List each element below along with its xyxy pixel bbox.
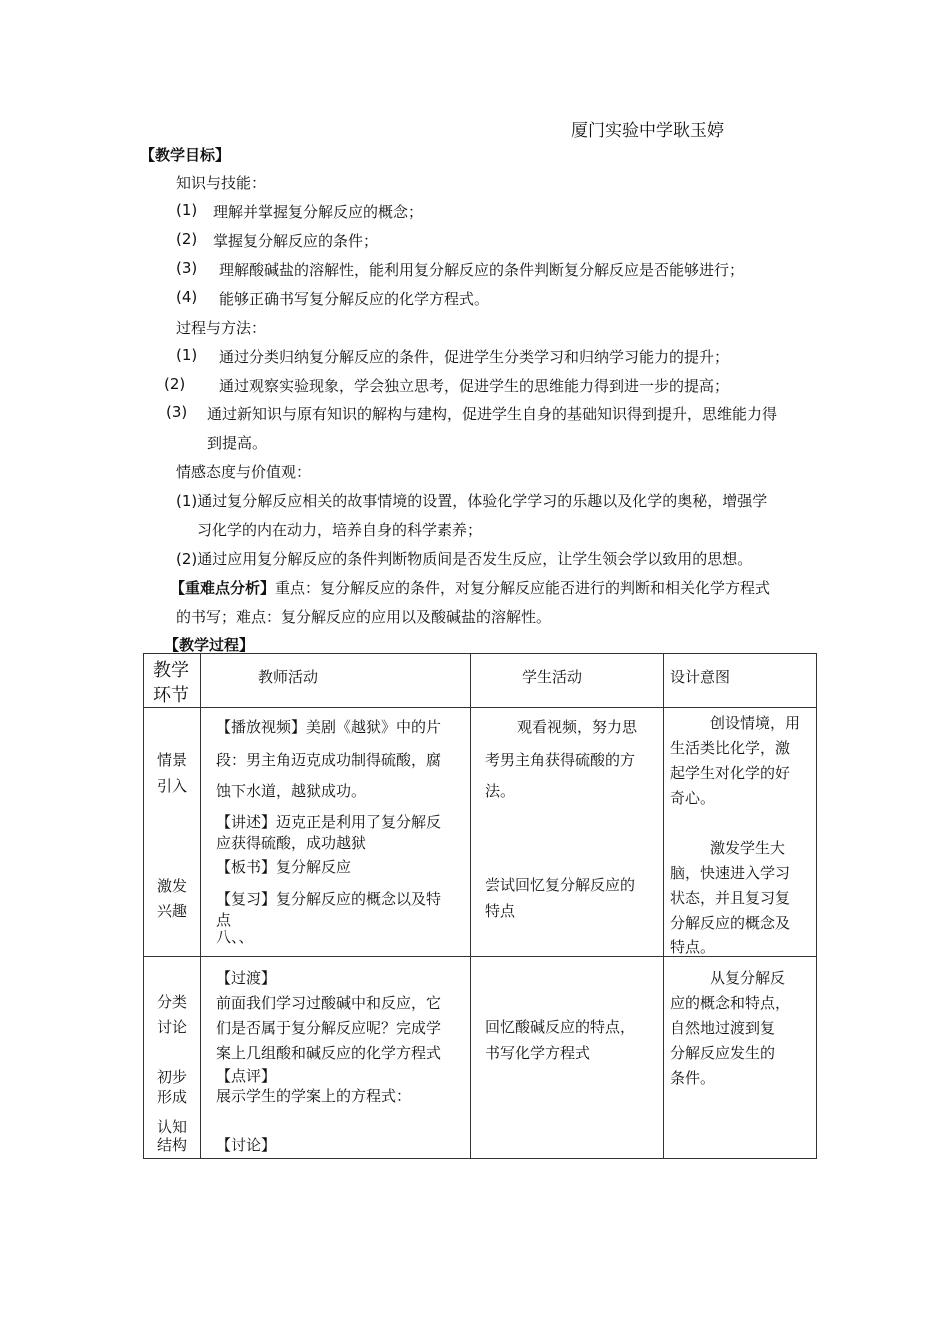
knowledge-item-num: (1) (176, 201, 198, 219)
key-points-line: 重点：复分解反应的条件，对复分解反应能否进行的判断和相关化学方程式 (275, 579, 771, 597)
table-header-row (144, 654, 817, 708)
row2-student: 回忆酸碱反应的特点， 书写化学方程式 (471, 957, 664, 1159)
header-student: 学生活动 (471, 654, 664, 708)
knowledge-item-num: (4) (176, 288, 198, 306)
key-points-line: 的书写；难点：复分解反应的应用以及酸碱盐的溶解性。 (176, 608, 552, 626)
key-points (170, 577, 770, 598)
knowledge-item-num: (2) (176, 230, 198, 248)
row1-student: 观看视频，努力思 考男主角获得硫酸的方 法。 尝试回忆复分解反应的 特点 (471, 708, 664, 957)
row2-design: 从复分解反 应的概念和特点， 自然地过渡到复 分解反应发生的 条件。 (664, 957, 817, 1159)
row1-stage: 情景 引入 激发 兴趣 (144, 708, 201, 957)
key-points-label: 【重难点分析】 (170, 579, 276, 597)
process-item-text: 通过新知识与原有知识的解构与建构，促进学生自身的基础知识得到提升，思维能力得 (207, 405, 778, 423)
emotion-item-continuation: 习化学的内在动力，培养自身的科学素养； (197, 521, 483, 539)
header-stage: 教学 环节 (144, 654, 201, 708)
author-line: 厦门实验中学耿玉婷 (571, 121, 724, 141)
process-item-continuation: 到提高。 (207, 434, 268, 452)
knowledge-item-num: (3) (176, 259, 198, 277)
row1-design: 创设情境，用 生活类比化学，激 起学生对化学的好 奇心。 激发学生大 脑，快速进入学习 状态，并且复习复 分解反应的概念及 (664, 708, 817, 957)
table-row (144, 708, 817, 957)
process-title: 过程与方法： (176, 319, 267, 337)
row1-teacher: 【播放视频】美剧《越狱》中的片 段：男主角迈克成功制得硫酸，腐 蚀下水道，越狱成功。 【讲述】迈克正是利用了复分解反 应获得硫酸，成功越狱 【板书】复分解反应 【复习】复分解反应的概念以及特 点 八、、 (201, 708, 471, 957)
knowledge-item-text: 理解并掌握复分解反应的概念； (213, 203, 424, 221)
objectives-heading: 【教学目标】 (140, 146, 231, 164)
process-item-num: (3) (166, 403, 188, 421)
row1-design-last-line: 特点。 (670, 938, 716, 956)
emotion-title: 情感态度与价值观： (176, 463, 312, 481)
row2-stage: 分类 讨论 初步 形成 认知 结构 (144, 957, 201, 1159)
row2-teacher: 【过渡】 前面我们学习过酸碱中和反应，它 们是否属于复分解反应呢？完成学 案上几组酸和碱反应的化学方程式 【点评】 展示学生的学案上的方程式： 【讨论】 (201, 957, 471, 1159)
emotion-item-text: (2)通过应用复分解反应的条件判断物质间是否发生反应，让学生领会学以致用的思想。 (176, 550, 753, 568)
knowledge-item-text: 能够正确书写复分解反应的化学方程式。 (219, 290, 490, 308)
lesson-table (143, 653, 817, 1159)
knowledge-title: 知识与技能： (176, 174, 267, 192)
process-item-num: (2) (164, 375, 186, 393)
process-item-text: 通过观察实验现象，学会独立思考，促进学生的思维能力得到进一步的提高； (219, 377, 730, 395)
knowledge-item-text: 理解酸碱盐的溶解性，能利用复分解反应的条件判断复分解反应是否能够进行； (219, 261, 745, 279)
process-item-text: 通过分类归纳复分解反应的条件，促进学生分类学习和归纳学习能力的提升； (219, 348, 730, 366)
header-design: 设计意图 (664, 654, 817, 708)
knowledge-item-text: 掌握复分解反应的条件； (213, 232, 379, 250)
header-teacher: 教师活动 (201, 654, 471, 708)
process-item-num: (1) (176, 346, 198, 364)
table-row (144, 957, 817, 1159)
emotion-item-text: (1)通过复分解反应相关的故事情境的设置，体验化学学习的乐趣以及化学的奥秘，增强学 (176, 492, 768, 510)
process-heading: 【教学过程】 (164, 636, 255, 654)
